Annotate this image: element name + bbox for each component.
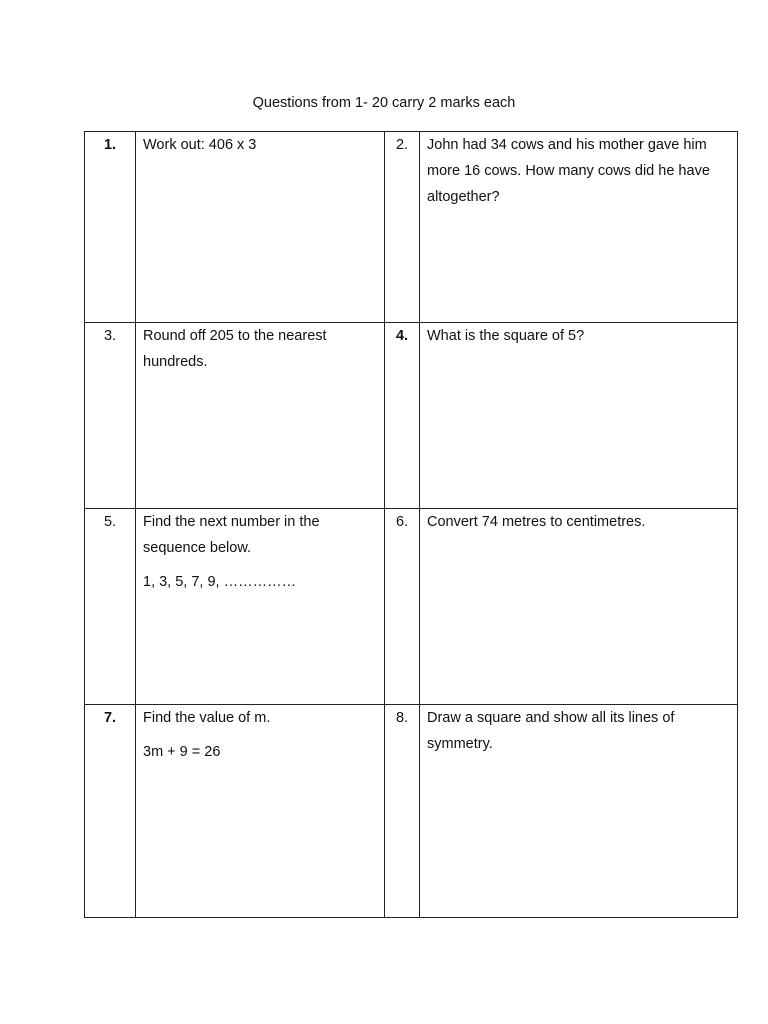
question-cell <box>136 705 385 918</box>
question-number: 7. <box>85 705 136 918</box>
question-cell <box>136 323 385 509</box>
question-text: Find the value of m. <box>143 710 271 726</box>
question-cell <box>420 132 738 323</box>
question-number: 1. <box>85 132 136 323</box>
question-number: 3. <box>85 323 136 509</box>
equation-line: 3m + 9 = 26 <box>143 744 221 760</box>
question-cell <box>136 132 385 323</box>
question-cell <box>136 509 385 705</box>
question-text: Find the next number in the sequence below. <box>143 514 320 556</box>
question-cell <box>420 705 738 918</box>
question-text: Work out: 406 x 3 <box>143 137 257 153</box>
question-row <box>85 509 738 705</box>
question-text: Round off 205 to the nearest hundreds. <box>143 328 327 370</box>
question-row <box>85 132 738 323</box>
page-title: Questions from 1- 20 carry 2 marks each <box>252 95 516 111</box>
question-text: Convert 74 metres to centimetres. <box>427 514 646 530</box>
question-cell <box>420 509 738 705</box>
question-text: Draw a square and show all its lines of symmetry. <box>427 710 675 752</box>
question-number: 5. <box>85 509 136 705</box>
question-row <box>85 705 738 918</box>
question-number: 6. <box>385 509 420 705</box>
question-text: What is the square of 5? <box>427 328 585 344</box>
question-number: 2. <box>385 132 420 323</box>
question-number: 4. <box>385 323 420 509</box>
sequence-line: 1, 3, 5, 7, 9, …………… <box>143 574 297 590</box>
questions-table <box>84 131 738 918</box>
question-cell <box>420 323 738 509</box>
question-text: John had 34 cows and his mother gave him more 16 cows. How many cows did he have altogether? <box>427 137 710 205</box>
question-number: 8. <box>385 705 420 918</box>
question-row <box>85 323 738 509</box>
